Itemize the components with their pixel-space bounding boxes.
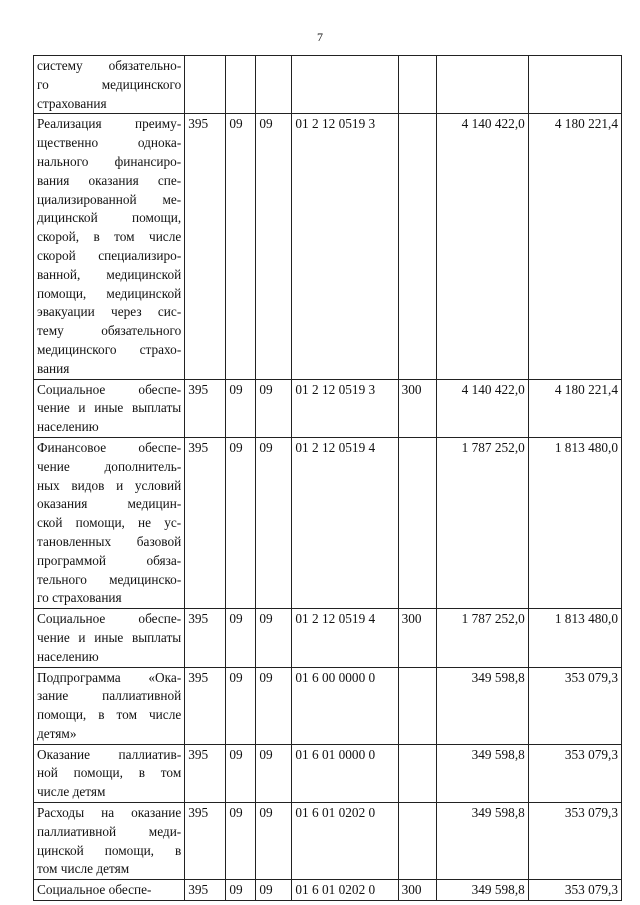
- subsection-cell: 09: [256, 609, 292, 667]
- target-article-cell: 01 2 12 0519 4: [292, 437, 398, 608]
- target-article-cell: 01 6 01 0000 0: [292, 744, 398, 802]
- amount-year2-cell: 1 813 480,0: [528, 437, 621, 608]
- subsection-cell: 09: [256, 437, 292, 608]
- budget-table: [33, 55, 622, 901]
- item-name-line: помощи, медицинской: [37, 285, 182, 301]
- amount-year2-cell: [528, 56, 621, 114]
- subsection-cell: 09: [256, 744, 292, 802]
- expense-type-cell: [398, 744, 436, 802]
- expense-type-cell: [398, 803, 436, 880]
- admin-code-cell: 395: [185, 667, 226, 744]
- section-cell: 09: [226, 880, 256, 901]
- item-name-line: Финансовое обеспе-: [37, 439, 182, 455]
- item-name-line: цинской помощи, в: [37, 842, 182, 858]
- item-name-line: тановленных базовой: [37, 533, 182, 549]
- subsection-cell: 09: [256, 379, 292, 437]
- admin-code-cell: [185, 56, 226, 114]
- item-name-line: страхования: [37, 95, 107, 111]
- admin-code-cell: 395: [185, 437, 226, 608]
- item-name-line: ных видов и условий: [37, 477, 182, 493]
- item-name-line: вания: [37, 360, 70, 376]
- item-name-line: циализированной ме-: [37, 191, 182, 207]
- item-name-line: чение и иные выплаты: [37, 629, 182, 645]
- amount-year1-cell: 349 598,8: [436, 803, 528, 880]
- expense-type-cell: 300: [398, 379, 436, 437]
- table-row: [34, 379, 622, 437]
- expense-type-cell: [398, 56, 436, 114]
- item-name-line: числе детям: [37, 784, 106, 800]
- item-name-line: Подпрограмма «Ока-: [37, 669, 182, 685]
- subsection-cell: 09: [256, 114, 292, 379]
- section-cell: 09: [226, 379, 256, 437]
- item-name-cell: [34, 609, 185, 667]
- amount-year2-cell: 353 079,3: [528, 803, 621, 880]
- item-name-line: го медицинского: [37, 76, 182, 92]
- section-cell: [226, 56, 256, 114]
- item-name-line: населению: [37, 419, 99, 435]
- item-name-line: ской помощи, не ус-: [37, 515, 182, 531]
- item-name-cell: [34, 379, 185, 437]
- item-name-line: детям»: [37, 725, 77, 741]
- item-name-line: ной помощи, в том: [37, 765, 182, 781]
- item-name-line: Оказание паллиатив-: [37, 746, 182, 762]
- amount-year2-cell: 353 079,3: [528, 744, 621, 802]
- expense-type-cell: [398, 114, 436, 379]
- item-name-line: дицинской помощи,: [37, 210, 182, 226]
- section-cell: 09: [226, 437, 256, 608]
- admin-code-cell: 395: [185, 744, 226, 802]
- expense-type-cell: [398, 437, 436, 608]
- table-row: [34, 880, 622, 901]
- table-row: [34, 609, 622, 667]
- item-name-line: вания оказания спе-: [37, 172, 182, 188]
- item-name-line: Социальное обеспе-: [37, 381, 182, 397]
- table-row: [34, 56, 622, 114]
- target-article-cell: 01 2 12 0519 4: [292, 609, 398, 667]
- amount-year2-cell: 4 180 221,4: [528, 379, 621, 437]
- subsection-cell: [256, 56, 292, 114]
- target-article-cell: 01 6 01 0202 0: [292, 880, 398, 901]
- item-name-line: го страхования: [37, 590, 122, 606]
- admin-code-cell: 395: [185, 880, 226, 901]
- item-name-line: Реализация преиму-: [37, 116, 182, 132]
- admin-code-cell: 395: [185, 803, 226, 880]
- item-name-line: тему обязательного: [37, 323, 182, 339]
- table-row: [34, 437, 622, 608]
- expense-type-cell: 300: [398, 880, 436, 901]
- amount-year1-cell: 349 598,8: [436, 744, 528, 802]
- item-name-line: населению: [37, 648, 99, 664]
- amount-year1-cell: 4 140 422,0: [436, 379, 528, 437]
- item-name-line: Социальное обеспе-: [37, 882, 152, 898]
- target-article-cell: 01 2 12 0519 3: [292, 114, 398, 379]
- amount-year2-cell: 1 813 480,0: [528, 609, 621, 667]
- item-name-line: программой обяза-: [37, 552, 182, 568]
- page-number: 7: [317, 30, 323, 44]
- admin-code-cell: 395: [185, 114, 226, 379]
- subsection-cell: 09: [256, 880, 292, 901]
- item-name-line: систему обязательно-: [37, 58, 182, 73]
- item-name-cell: [34, 803, 185, 880]
- item-name-line: ванной, медицинской: [37, 266, 182, 282]
- expense-type-cell: 300: [398, 609, 436, 667]
- item-name-line: чение дополнитель-: [37, 458, 182, 474]
- section-cell: 09: [226, 803, 256, 880]
- item-name-line: том числе детям: [37, 861, 130, 877]
- item-name-line: оказания медицин-: [37, 496, 182, 512]
- section-cell: 09: [226, 744, 256, 802]
- item-name-line: нального финансиро-: [37, 153, 182, 169]
- item-name-cell: [34, 744, 185, 802]
- subsection-cell: 09: [256, 667, 292, 744]
- item-name-cell: [34, 56, 185, 114]
- item-name-line: скорой, в том числе: [37, 229, 182, 245]
- section-cell: 09: [226, 667, 256, 744]
- item-name-line: медицинского страхо-: [37, 341, 182, 357]
- item-name-line: тельного медицинско-: [37, 571, 182, 587]
- table-row: [34, 114, 622, 379]
- item-name-cell: [34, 880, 185, 901]
- table-row: [34, 744, 622, 802]
- table-row: [34, 667, 622, 744]
- amount-year2-cell: 353 079,3: [528, 880, 621, 901]
- amount-year1-cell: 4 140 422,0: [436, 114, 528, 379]
- item-name-cell: [34, 667, 185, 744]
- amount-year1-cell: [436, 56, 528, 114]
- amount-year1-cell: 349 598,8: [436, 880, 528, 901]
- section-cell: 09: [226, 609, 256, 667]
- target-article-cell: 01 6 00 0000 0: [292, 667, 398, 744]
- table-body: [34, 56, 622, 901]
- admin-code-cell: 395: [185, 379, 226, 437]
- item-name-line: Социальное обеспе-: [37, 611, 182, 627]
- target-article-cell: 01 6 01 0202 0: [292, 803, 398, 880]
- item-name-line: зание паллиативной: [37, 688, 182, 704]
- expense-type-cell: [398, 667, 436, 744]
- item-name-cell: [34, 437, 185, 608]
- admin-code-cell: 395: [185, 609, 226, 667]
- item-name-line: помощи, в том числе: [37, 707, 182, 723]
- subsection-cell: 09: [256, 803, 292, 880]
- amount-year2-cell: 4 180 221,4: [528, 114, 621, 379]
- item-name-line: эвакуации через сис-: [37, 304, 182, 320]
- item-name-cell: [34, 114, 185, 379]
- section-cell: 09: [226, 114, 256, 379]
- amount-year1-cell: 349 598,8: [436, 667, 528, 744]
- amount-year1-cell: 1 787 252,0: [436, 609, 528, 667]
- item-name-line: Расходы на оказание: [37, 805, 182, 821]
- item-name-line: щественно однока-: [37, 135, 182, 151]
- item-name-line: скорой специализиро-: [37, 247, 182, 263]
- item-name-line: паллиативной меди-: [37, 823, 182, 839]
- target-article-cell: 01 2 12 0519 3: [292, 379, 398, 437]
- amount-year1-cell: 1 787 252,0: [436, 437, 528, 608]
- item-name-line: чение и иные выплаты: [37, 400, 182, 416]
- amount-year2-cell: 353 079,3: [528, 667, 621, 744]
- target-article-cell: [292, 56, 398, 114]
- table-row: [34, 803, 622, 880]
